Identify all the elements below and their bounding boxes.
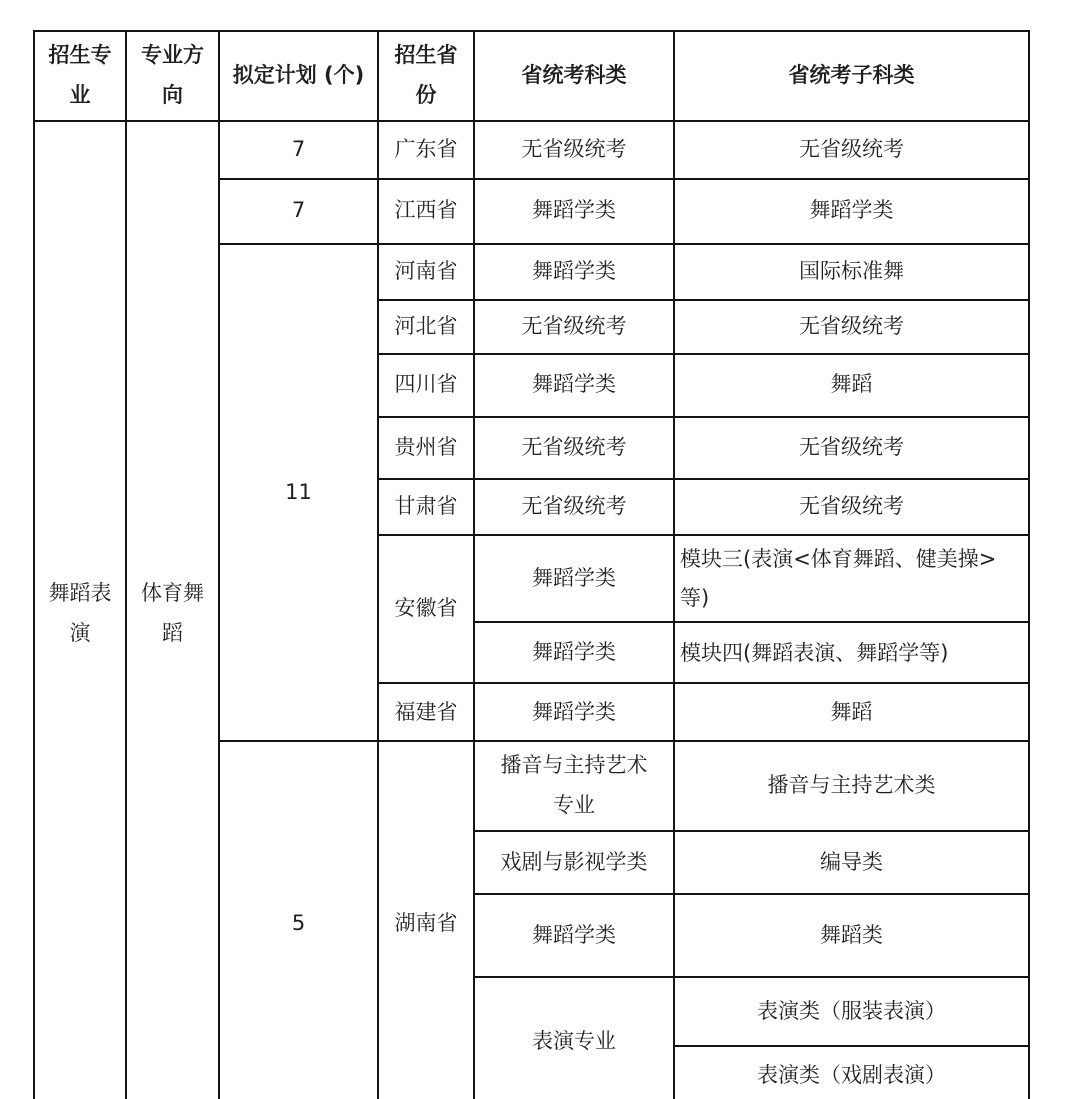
cell-province: 四川省	[378, 354, 474, 417]
cell-category: 表演专业	[474, 977, 674, 1099]
cell-subcategory: 模块四(舞蹈表演、舞蹈学等)	[674, 622, 1029, 683]
header-major: 招生专业	[34, 31, 126, 121]
cell-plan: 7	[219, 121, 378, 179]
cell-category: 舞蹈学类	[474, 354, 674, 417]
cell-subcategory: 编导类	[674, 831, 1029, 894]
cell-subcategory: 无省级统考	[674, 417, 1029, 479]
header-province: 招生省份	[378, 31, 474, 121]
cell-category: 无省级统考	[474, 121, 674, 179]
cell-subcategory: 舞蹈	[674, 354, 1029, 417]
cell-category: 无省级统考	[474, 479, 674, 535]
cell-category: 舞蹈学类	[474, 894, 674, 977]
cell-subcategory: 无省级统考	[674, 300, 1029, 354]
enrollment-plan-table	[33, 30, 1030, 1099]
cell-category: 戏剧与影视学类	[474, 831, 674, 894]
cell-subcategory: 播音与主持艺术类	[674, 741, 1029, 831]
header-row	[34, 31, 1029, 121]
cell-province: 江西省	[378, 179, 474, 244]
cell-subcategory: 舞蹈类	[674, 894, 1029, 977]
cell-province: 贵州省	[378, 417, 474, 479]
cell-category: 舞蹈学类	[474, 622, 674, 683]
cell-province: 湖南省	[378, 741, 474, 1099]
cell-direction: 体育舞蹈	[126, 121, 219, 1099]
cell-subcategory: 模块三(表演<体育舞蹈、健美操>等)	[674, 535, 1029, 623]
cell-province: 甘肃省	[378, 479, 474, 535]
cell-province: 福建省	[378, 683, 474, 741]
cell-category: 舞蹈学类	[474, 244, 674, 300]
table-row	[34, 121, 1029, 179]
cell-province: 河北省	[378, 300, 474, 354]
cell-category: 舞蹈学类	[474, 535, 674, 623]
cell-subcategory: 无省级统考	[674, 479, 1029, 535]
cell-plan: 5	[219, 741, 378, 1099]
cell-subcategory: 表演类（服装表演）	[674, 977, 1029, 1046]
cell-plan: 7	[219, 179, 378, 244]
cell-subcategory: 国际标准舞	[674, 244, 1029, 300]
header-plan-count: 拟定计划 (个)	[219, 31, 378, 121]
cell-major: 舞蹈表演	[34, 121, 126, 1099]
cell-category: 无省级统考	[474, 417, 674, 479]
cell-province: 河南省	[378, 244, 474, 300]
cell-category: 舞蹈学类	[474, 179, 674, 244]
cell-subcategory: 舞蹈学类	[674, 179, 1029, 244]
cell-province: 安徽省	[378, 535, 474, 684]
cell-subcategory: 表演类（戏剧表演）	[674, 1046, 1029, 1099]
cell-plan: 11	[219, 244, 378, 742]
cell-category: 播音与主持艺术专业	[474, 741, 674, 831]
header-exam-category: 省统考科类	[474, 31, 674, 121]
cell-category: 无省级统考	[474, 300, 674, 354]
cell-subcategory: 舞蹈	[674, 683, 1029, 741]
header-exam-subcategory: 省统考子科类	[674, 31, 1029, 121]
cell-subcategory: 无省级统考	[674, 121, 1029, 179]
header-direction: 专业方向	[126, 31, 219, 121]
cell-province: 广东省	[378, 121, 474, 179]
cell-category: 舞蹈学类	[474, 683, 674, 741]
